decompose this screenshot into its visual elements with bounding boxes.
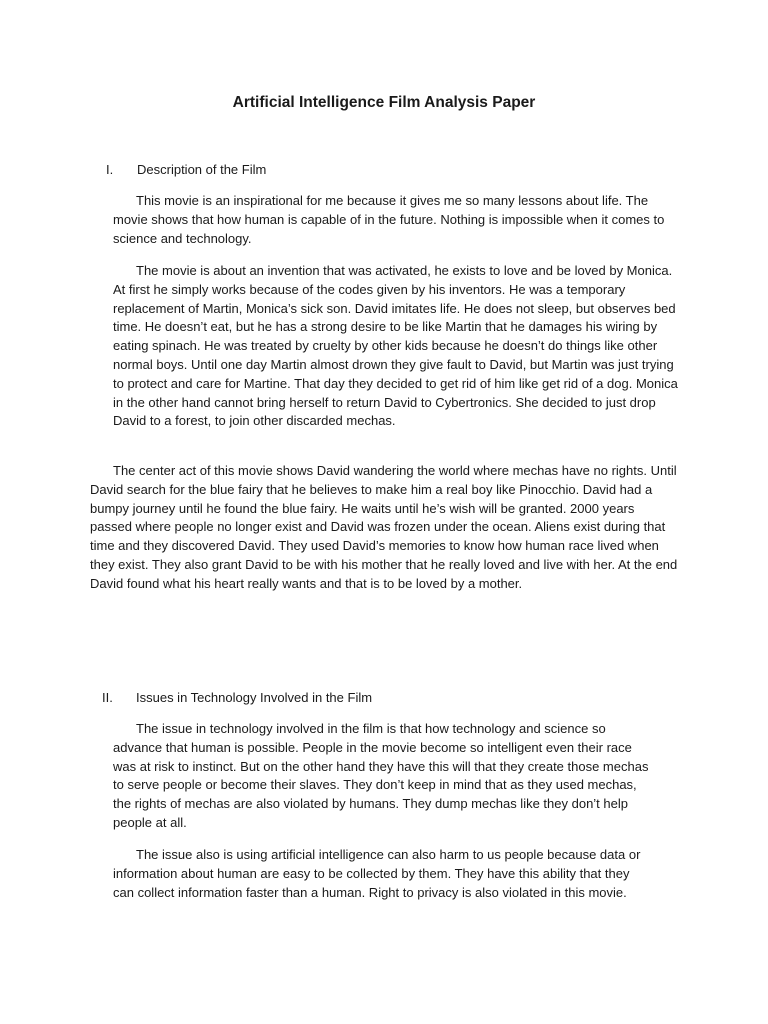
paragraph-technology-issue: The issue in technology involved in the film is that how technology and science so advance that human is possible. People in the movie become so intelligent even their race was at risk to instinct. But on the other hand they have this will that they create those mechas to serve people or become their slaves. They don’t keep in mind that as they used mechas, the rights of mechas are also violated by humans. They dump mechas like they don’t help people at all.: [113, 721, 649, 830]
section-numeral: II.: [102, 690, 113, 705]
section-numeral: I.: [106, 162, 114, 177]
paragraph-center-act: The center act of this movie shows David wandering the world where mechas have no rights. Until David search for the blue fairy that he believes to make him a real boy like Pinocchio. David had a bumpy journey until he found the blue fairy. He waits until he’s wish will be granted. 2000 years passed where people no longer exist and David was frozen under the ocean. Aliens exist during that time and they discovered David. They used David’s memories to know how human race lived when they exist. They also grant David to be with his mother that he really loved and live with her. At the end David found what his heart really wants and that is to be loved by a mother.: [90, 463, 678, 591]
paragraph-intro: This movie is an inspirational for me because it gives me so many lessons about life. The movie shows that how human is capable of in the future. Nothing is impossible when it comes to science and technology.: [113, 193, 665, 246]
section-heading-text: Issues in Technology Involved in the Film: [136, 690, 373, 705]
paragraph-privacy-issue: The issue also is using artificial intelligence can also harm to us people because data or information about human are easy to be collected by them. They have this ability that they can collect information faster than a human. Right to privacy is also violated in this movie.: [113, 847, 641, 900]
section-heading-text: Description of the Film: [137, 162, 267, 177]
paragraph-plot: The movie is about an invention that was activated, he exists to love and be loved by Monica. At first he simply works because of the codes given by his inventors. He was a temporary replacement of Martin, Monica’s sick son. David imitates life. He does not sleep, but observes bed time. He doesn’t eat, but he has a strong desire to be like Martin that he damages his wiring by eating spinach. He was treated by cruelty by other kids because he doesn’t do things like other normal boys. Until one day Martin almost drown they give fault to David, but Martin was just trying to protect and care for Martine. That day they decided to get rid of him like get rid of a dog. Monica in the other hand cannot bring herself to return David to Cybertronics. She decided to just drop David to a forest, to join other discarded mechas.: [113, 263, 678, 429]
document-title: Artificial Intelligence Film Analysis Paper: [232, 94, 536, 111]
